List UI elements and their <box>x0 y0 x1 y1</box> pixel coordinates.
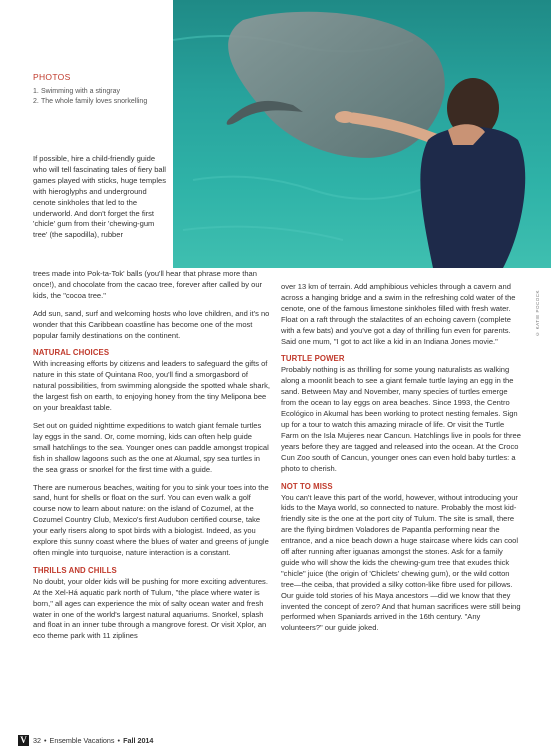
right-paragraph-1: over 13 km of terrain. Add amphibious vehicles through a cavern and across a hanging bridge and a swim in the refreshing cold water of the cenote, one of the famous limestone sinkholes filled with fresh water. Float on a raft through the stalactites of an echoing cavern (complete with a few bats) and you've got a day of thrilling fun even for parents. Said one mum, "I got to act like a kid in an Indiana Jones movie." <box>281 282 516 346</box>
natural-paragraph-1: With increasing efforts by citizens and leaders to safeguard the gifts of nature in this state of Quintana Roo, you'll find a smorgasbord of natural possibilities, from swimming alongside the spotted whale shark, the largest fish on earth, to enjoying honey from the tiny Melipona bee on your breakfast table. <box>33 359 271 413</box>
thrills-paragraph: No doubt, your older kids will be pushing for more exciting adventures. At the Xel-Há aquatic park north of Tulum, "the place where water is born," all ages can experience the mix of salty ocean water and fresh water in one of the world's largest natural aquariums. Snorkel, splash and float in an inner tube through a mangrove forest. Or visit Xplor, an eco theme park with 11 ziplines <box>33 576 268 641</box>
photos-caption-item <box>33 87 153 97</box>
photos-caption-text: Swimming with a stingray <box>41 88 120 95</box>
not-to-miss-text-b: The site is small, there are the flying birdmen Voladores de Papantla performing near the entrance, and a nice beach down a huge staircase where kids can cool off after running after iguanas amongst the stones. Ask for a family guide who will show the kids the chewing-gum tree that exudes thick "chicle" juice (the origin of 'Chiclets' chewing gum), or the wild cotton tree—the ceiba, that provided a silky cotton-like fibre used for pillows. Our guide told stories of his Maya ancestors —did we know that they invented the concept of zero? And that human sacrifices were still being performed when Spaniards arrived in the 16th century. "Any volunteers?" our guide joked. <box>281 514 521 633</box>
right-column <box>281 282 523 641</box>
photos-caption <box>33 72 153 106</box>
not-to-miss-text-a: You can't leave this part of the world, however, without introducing your kids to the Maya world, so connected to nature. Probably the most kid-friendly site is the one at the port city of Tulum. <box>281 492 518 524</box>
photos-caption-number: 2. <box>33 97 39 105</box>
page-footer <box>18 735 153 746</box>
page-number: 32 <box>33 736 41 745</box>
not-to-miss-paragraph <box>281 493 523 635</box>
photos-caption-list <box>33 87 153 106</box>
turtle-paragraph: Probably nothing is as thrilling for some young naturalists as walking along a moonlit beach to see a giant female turtle laying an egg in the sand. Between May and November, many species of turtles emerge from the ocean to lay eggs on area beaches. Since 1993, the Centro Ecológico in Akumal has been working to protect nesting females. Sign up for a tour to watch this amazing miracle of life. Or visit the Turtle Farm on the Isla Mujeres near Cancun. Hatchlings live in pools for three years before they are tagged and released into the ocean. At the Croco Cun Zoo south of Cancun, younger ones can even hold baby turtles: a photo to cherish. <box>281 365 521 473</box>
natural-paragraph-2: Set out on guided nighttime expeditions to watch giant female turtles lay eggs in the sand. Or, come morning, kids can often help guide small hatchlings to the sea. Younger ones can paddle amongst tropical fish in shallow lagoons such as the one at Akumal, spy sea turtles in the sea grass or snorkel for the first time with a guide. <box>33 420 269 474</box>
stingray-photo <box>173 0 551 268</box>
photo-credit: © KATIE POCOCK <box>535 290 540 337</box>
magazine-logo: V <box>18 735 29 746</box>
footer-bullet: • <box>117 736 121 745</box>
turtle-power-heading: TURTLE POWER <box>281 354 345 364</box>
not-to-miss-heading: NOT TO MISS <box>281 481 333 491</box>
stingray-photo-drawing <box>173 0 551 268</box>
thrills-heading: THRILLS AND CHILLS <box>33 565 117 575</box>
natural-paragraph-3: There are numerous beaches, waiting for you to sink your toes into the sand, hunt for shells or float on the surf. You can even walk a golf course now to learn about nature: on the island of Cozumel, at the Cozumel Country Club, Mexico's first Audubon certified course, take your early risers along to spot birds with a biologist. Indeed, as you explore this sunny coast where the blues of water and greens of jungle often mingle into turquoise, nature interaction is a constant. <box>33 482 269 557</box>
photos-caption-text: The whole family loves snorkelling <box>41 97 148 105</box>
sand-paragraph: Add sun, sand, surf and welcoming hosts who love children, and it's no wonder that this Caribbean coastline has become one of the most popular family destinations on the continent. <box>33 308 270 340</box>
intro-continuation: trees made into Pok-ta-Tok' balls (you'll hear that phrase more than once!), and chocolate from the cacao tree, forever after called by our kids, the "cocoa tree." <box>33 269 263 300</box>
left-column <box>33 269 270 649</box>
photos-caption-title: PHOTOS <box>33 72 71 82</box>
issue-label: Fall 2014 <box>123 736 154 745</box>
intro-paragraph: If possible, hire a child-friendly guide who will tell fascinating tales of fiery ball games played with sticks, huge temples with hieroglyphs and underground cenote sinkholes that led to the underworld. And don't forget the first 'chicle' gum from their 'chewing-gum tree' (the sapodilla), rubber <box>33 154 166 240</box>
footer-bullet: • <box>44 736 47 745</box>
photos-caption-number: 1. <box>33 88 39 95</box>
magazine-name: Ensemble Vacations <box>49 736 115 745</box>
intro-narrow-column <box>33 154 168 248</box>
photos-caption-item <box>33 97 153 107</box>
natural-choices-heading: NATURAL CHOICES <box>33 348 110 358</box>
